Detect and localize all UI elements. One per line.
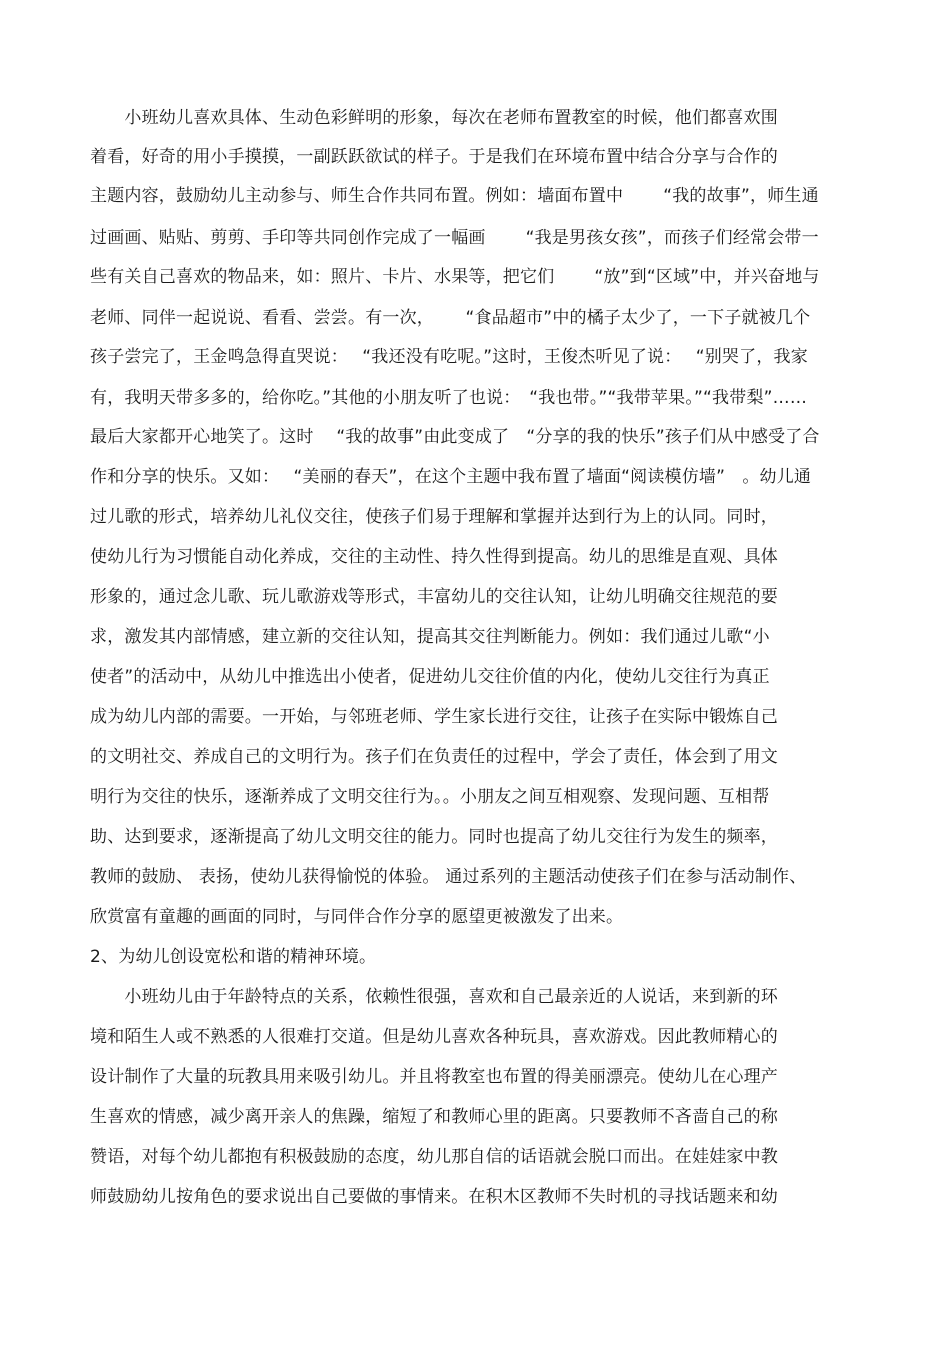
paragraph-line: 小班幼儿喜欢具体、生动色彩鲜明的形象，每次在老师布置教室的时候，他们都喜欢围 <box>90 108 778 128</box>
paragraph-line: 成为幼儿内部的需要。一开始，与邻班老师、学生家长进行交往，让孩子在实际中锻炼自己 <box>90 707 778 727</box>
paragraph-line: 主题内容，鼓励幼儿主动参与、师生合作共同布置。例如：墙面布置中 “我的故事”，师生通 <box>90 186 819 206</box>
paragraph-line: 着看，好奇的用小手摸摸，一副跃跃欲试的样子。于是我们在环境布置中结合分享与合作的 <box>90 147 778 167</box>
paragraph-line: 形象的，通过念儿歌、玩儿歌游戏等形式，丰富幼儿的交往认知，让幼儿明确交往规范的要 <box>90 587 778 607</box>
paragraph-line: 的文明社交、养成自己的文明行为。孩子们在负责任的过程中，学会了责任，体会到了用文 <box>90 747 778 767</box>
paragraph-line: 教师的鼓励、 表扬，使幼儿获得愉悦的体验。 通过系列的主题活动使孩子们在参与活动制作、 <box>90 867 807 887</box>
section-heading: 2、为幼儿创设宽松和谐的精神环境。 <box>90 947 377 967</box>
paragraph-line: 小班幼儿由于年龄特点的关系，依赖性很强，喜欢和自己最亲近的人说话，来到新的环 <box>90 987 778 1007</box>
paragraph-line: 师鼓励幼儿按角色的要求说出自己要做的事情来。在积木区教师不失时机的寻找话题来和幼 <box>90 1187 778 1207</box>
paragraph-line: 使者”的活动中，从幼儿中推选出小使者，促进幼儿交往价值的内化，使幼儿交往行为真正 <box>90 667 770 687</box>
paragraph-line: 过画画、贴贴、剪剪、手印等共同创作完成了一幅画 “我是男孩女孩”，而孩子们经常会带一 <box>90 228 819 248</box>
paragraph-line: 老师、同伴一起说说、看看、尝尝。有一次， “食品超市”中的橘子太少了，一下子就被几个 <box>90 308 811 328</box>
paragraph-line: 孩子尝完了，王金鸣急得直哭说： “我还没有吃呢。”这时，王俊杰听见了说： “别哭了，我家 <box>90 347 808 367</box>
paragraph-line: 设计制作了大量的玩教具用来吸引幼儿。并且将教室也布置的得美丽漂亮。使幼儿在心理产 <box>90 1067 778 1087</box>
paragraph-line: 欣赏富有童趣的画面的同时，与同伴合作分享的愿望更被激发了出来。 <box>90 907 624 927</box>
paragraph-line: 些有关自己喜欢的物品来，如：照片、卡片、水果等，把它们 “放”到“区域”中，并兴奋地与 <box>90 267 820 287</box>
paragraph-line: 助、达到要求，逐渐提高了幼儿文明交往的能力。同时也提高了幼儿交往行为发生的频率， <box>90 827 778 847</box>
paragraph-line: 作和分享的快乐。又如： “美丽的春天”，在这个主题中我布置了墙面“阅读模仿墙” 。幼儿通 <box>90 467 812 487</box>
paragraph-line: 求，激发其内部情感，建立新的交往认知，提高其交往判断能力。例如：我们通过儿歌“小 <box>90 627 770 647</box>
paragraph-line: 过儿歌的形式，培养幼儿礼仪交往，使孩子们易于理解和掌握并达到行为上的认同。同时， <box>90 507 778 527</box>
paragraph-line: 明行为交往的快乐，逐渐养成了文明交往行为。。小朋友之间互相观察、发现问题、互相帮 <box>90 787 770 807</box>
paragraph-line: 最后大家都开心地笑了。这时 “我的故事”由此变成了 “分享的我的快乐”孩子们从中感受了合 <box>90 427 820 447</box>
paragraph-line: 生喜欢的情感，减少离开亲人的焦躁，缩短了和教师心里的距离。只要教师不吝啬自己的称 <box>90 1107 778 1127</box>
paragraph-line: 有，我明天带多多的，给你吃。”其他的小朋友听了也说： “我也带。”“我带苹果。”“我带梨”…… <box>90 388 808 408</box>
paragraph-line: 境和陌生人或不熟悉的人很难打交道。但是幼儿喜欢各种玩具，喜欢游戏。因此教师精心的 <box>90 1027 778 1047</box>
paragraph-line: 使幼儿行为习惯能自动化养成，交往的主动性、持久性得到提高。幼儿的思维是直观、具体 <box>90 547 778 567</box>
paragraph-line: 赞语，对每个幼儿都抱有积极鼓励的态度，幼儿那自信的话语就会脱口而出。在娃娃家中教 <box>90 1147 778 1167</box>
